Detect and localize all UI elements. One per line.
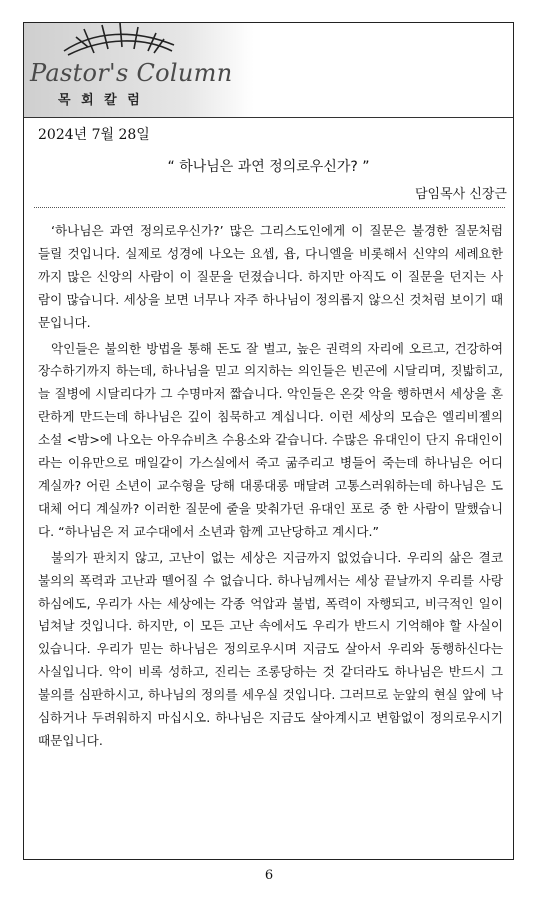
column-date: 2024년 7월 28일 <box>38 127 150 143</box>
paragraph: 불의가 판치지 않고, 고난이 없는 세상은 지금까지 없었습니다. 우리의 삶은 결코 불의의 폭력과 고난과 뗄어질 수 없습니다. 하나님께서는 세상 끝날까지 우리를 사랑하심에도, 우리가 사는 세상에는 각종 억압과 불법, 폭력이 자행되고, 비극적인 일이 넘쳐날 것입니다. 하지만, 이 모든 고난 속에서도 우리가 반드시 기억해야 할 사실이 있습니다. 우리가 믿는 하나님은 정의로우시며 지금도 살아서 우리와 동행하신다는 사실입니다. 악이 비록 성하고, 진리는 조롱당하는 것 같더라도 하나님은 반드시 그 불의를 심판하시고, 하나님의 정의를 세우실 것입니다. 그러므로 눈앞의 현실 앞에 낙심하거나 두려워하지 마십시오. 하나님은 지금도 살아계시고 변함없이 정의로우시기 때문입니다. <box>38 549 503 748</box>
column-frame <box>23 22 514 860</box>
column-header <box>24 23 513 117</box>
pastors-column-korean-label: 목 회 칼 럼 <box>58 93 143 108</box>
header-divider <box>24 117 513 118</box>
dotted-divider <box>34 207 505 208</box>
column-title: “ 하나님은 과연 정의로우신가? ” <box>167 159 370 175</box>
paragraph: ‘하나님은 과연 정의로우신가?’ 많은 그리스도인에게 이 질문은 불경한 질문처럼 들릴 것입니다. 실제로 성경에 나오는 요셉, 욥, 다니엘을 비롯해서 신약의 세례요한까지 많은 신앙의 사람이 이 질문을 던졌습니다. 하지만 아직도 이 질문을 던지는 사람이 많습니다. 세상을 보면 너무나 자주 하나님이 정의롭지 않으신 것처럼 보이기 때문입니다. <box>38 223 503 330</box>
column-body <box>38 220 503 756</box>
page-number: 6 <box>264 868 274 883</box>
column-author: 담임목사 신장근 <box>414 187 507 202</box>
paragraph: 악인들은 불의한 방법을 통해 돈도 잘 벌고, 높은 권력의 자리에 오르고, 건강하여 장수하기까지 하는데, 하나님을 믿고 의지하는 의인들은 빈곤에 시달리며, 짓밟히고, 늘 질병에 시달리다가 그 수명마저 짧습니다. 악인들은 온갖 악을 행하면서 세상을 혼란하게 만드는데 하나님은 깊이 침묵하고 계십니다. 이런 세상의 모습은 엘리비젤의 소설 <밤>에 나오는 아우슈비츠 수용소와 같습니다. 수많은 유대인이 단지 유대인이라는 이유만으로 매일같이 가스실에서 죽고 굶주리고 병들어 죽는데 하나님은 어디 계실까? 어린 소년이 교수형을 당해 대롱대롱 매달려 고통스러워하는데 하나님은 도대체 어디 계실까? 이러한 질문에 줄을 맞춰가던 유대인 포로 중 한 사람이 말했습니다. “하나님은 저 교수대에서 소년과 함께 고난당하고 계시다.” <box>38 340 503 539</box>
pastors-column-banner: Pastor's Column <box>30 59 233 87</box>
